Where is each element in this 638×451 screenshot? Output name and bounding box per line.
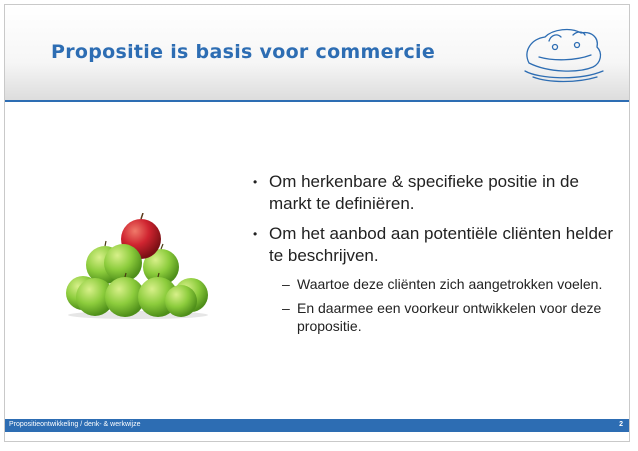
footer-text: Propositieontwikkeling / denk- & werkwijze [9, 421, 141, 428]
header-divider [5, 100, 629, 102]
bullet-item [251, 171, 621, 215]
hippo-logo-icon [519, 21, 609, 85]
bullet-glyph: • [253, 175, 258, 189]
bullet-list [251, 171, 621, 341]
apples-illustration [63, 213, 213, 319]
bullet-text: Om het aanbod aan potentiële cliënten helder te beschrijven. [269, 224, 614, 265]
slide-footer [5, 419, 629, 432]
bullet-glyph: • [253, 227, 258, 241]
bullet-text: Om herkenbare & specifieke positie in de markt te definiëren. [269, 172, 579, 213]
bullet-item [251, 223, 621, 267]
sub-bullet-text: En daarmee een voorkeur ontwikkelen voor deze propositie. [297, 300, 602, 334]
page-number: 2 [619, 421, 623, 428]
sub-bullet-glyph: – [282, 276, 290, 292]
slide-header [5, 5, 629, 101]
sub-bullet-text: Waartoe deze cliënten zich aangetrokken voelen. [297, 276, 603, 292]
slide [4, 4, 630, 442]
sub-bullet-item [251, 275, 621, 293]
sub-bullet-glyph: – [282, 300, 290, 316]
sub-bullet-item [251, 299, 621, 335]
slide-title: Propositie is basis voor commercie [51, 41, 436, 63]
